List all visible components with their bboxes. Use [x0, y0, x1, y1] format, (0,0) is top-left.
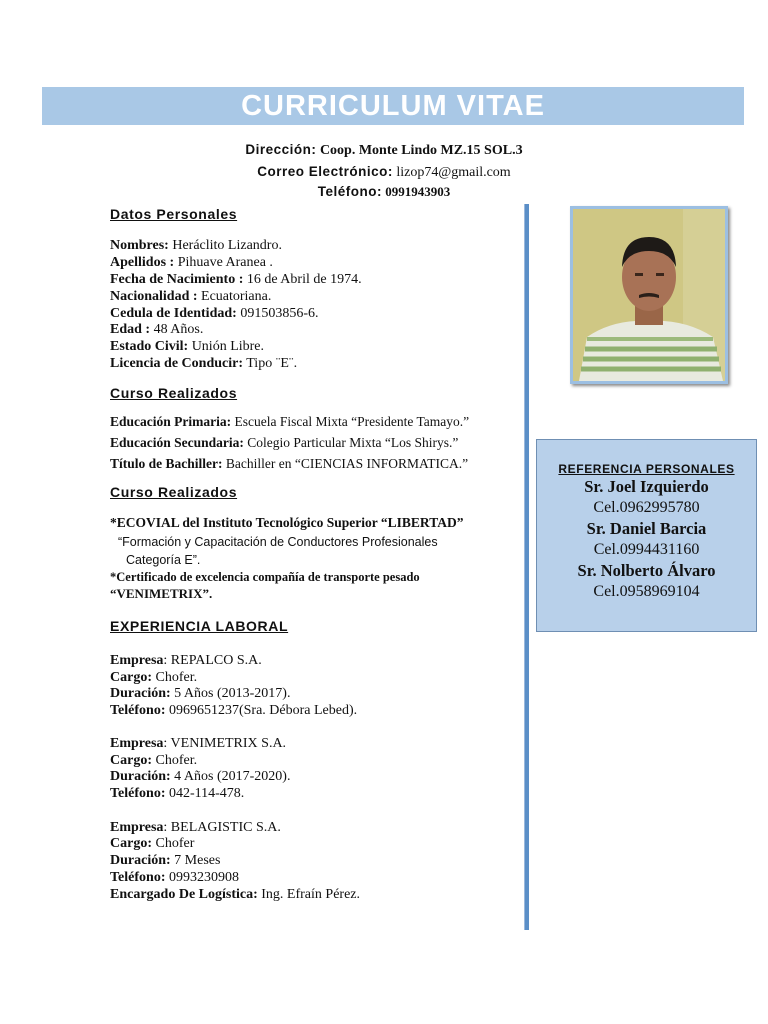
- reference-phone: Cel.0962995780: [593, 499, 700, 516]
- datos-heading: Datos Personales: [110, 206, 238, 222]
- person-silhouette-icon: [573, 209, 725, 381]
- reference-name: Sr. Daniel Barcia: [586, 519, 707, 538]
- reference-name: Sr. Joel Izquierdo: [584, 477, 709, 496]
- curso-detail-1: “Formación y Capacitación de Conductores Profesionales: [118, 535, 438, 549]
- job-cargo: Cargo: Chofer.: [110, 670, 198, 685]
- reference-phone: Cel.0994431160: [593, 541, 700, 558]
- email-value: lizop74@gmail.com: [392, 165, 511, 180]
- phone-value: 0991943903: [382, 184, 451, 199]
- references-heading: REFERENCIA PERSONALES: [558, 462, 735, 476]
- estudios-row: Título de Bachiller: Bachiller en “CIENCIAS INFORMATICA.”: [110, 456, 469, 471]
- job-empresa: Empresa: REPALCO S.A.: [110, 653, 262, 668]
- address-value: Coop. Monte Lindo MZ.15 SOL.3: [316, 143, 523, 158]
- job-cargo: Cargo: Chofer: [110, 836, 195, 851]
- job-empresa: Empresa: VENIMETRIX S.A.: [110, 736, 287, 751]
- title-banner: [42, 87, 744, 125]
- job-cargo: Cargo: Chofer.: [110, 753, 198, 768]
- curso-venimetrix: “VENIMETRIX”.: [110, 586, 213, 601]
- datos-row: Cedula de Identidad: 091503856-6.: [110, 306, 319, 321]
- job-duracion: Duración: 4 Años (2017-2020).: [110, 769, 291, 784]
- reference-name: Sr. Nolberto Álvaro: [577, 561, 716, 580]
- job-duracion: Duración: 7 Meses: [110, 853, 221, 868]
- job-empresa: Empresa: BELAGISTIC S.A.: [110, 820, 281, 835]
- references-box: [536, 439, 757, 632]
- page-title: CURRICULUM VITAE: [241, 89, 545, 122]
- curso-certificado: *Certificado de excelencia compañía de transporte pesado: [110, 570, 420, 584]
- address-label: Dirección:: [245, 142, 317, 157]
- reference-phone: Cel.0958969104: [593, 583, 700, 600]
- datos-row: Nombres: Heráclito Lizandro.: [110, 238, 282, 253]
- datos-row: Fecha de Nacimiento : 16 de Abril de 1974.: [110, 272, 362, 287]
- column-divider: [524, 204, 529, 930]
- phone-label: Teléfono:: [317, 184, 382, 199]
- estudios-row: Educación Secundaria: Colegio Particular Mixta “Los Shirys.”: [110, 435, 459, 450]
- job-telefono: Teléfono: 042-114-478.: [110, 786, 245, 801]
- datos-row: Apellidos : Pihuave Aranea .: [110, 255, 273, 270]
- profile-photo: [570, 206, 728, 384]
- datos-row: Nacionalidad : Ecuatoriana.: [110, 289, 272, 304]
- job-duracion: Duración: 5 Años (2013-2017).: [110, 686, 291, 701]
- datos-row: Licencia de Conducir: Tipo ¨E¨.: [110, 356, 298, 371]
- estudios-heading: Curso Realizados: [110, 385, 238, 401]
- datos-row: Estado Civil: Unión Libre.: [110, 339, 265, 354]
- curso-detail-2: Categoría E”.: [126, 553, 201, 567]
- datos-row: Edad : 48 Años.: [110, 322, 204, 337]
- experiencia-heading: EXPERIENCIA LABORAL: [110, 618, 289, 634]
- curso-ecovial: *ECOVIAL del Instituto Tecnológico Superior “LIBERTAD”: [110, 515, 464, 530]
- email-label: Correo Electrónico:: [257, 164, 393, 179]
- job-encargado: Encargado De Logística: Ing. Efraín Pérez.: [110, 887, 360, 902]
- job-telefono: Teléfono: 0969651237(Sra. Débora Lebed).: [110, 703, 358, 718]
- contact-address: [0, 142, 768, 159]
- contact-phone: [0, 184, 768, 201]
- job-telefono: Teléfono: 0993230908: [110, 870, 239, 885]
- cursos-heading: Curso Realizados: [110, 484, 238, 500]
- estudios-row: Educación Primaria: Escuela Fiscal Mixta “Presidente Tamayo.”: [110, 414, 470, 429]
- contact-email: [0, 164, 768, 181]
